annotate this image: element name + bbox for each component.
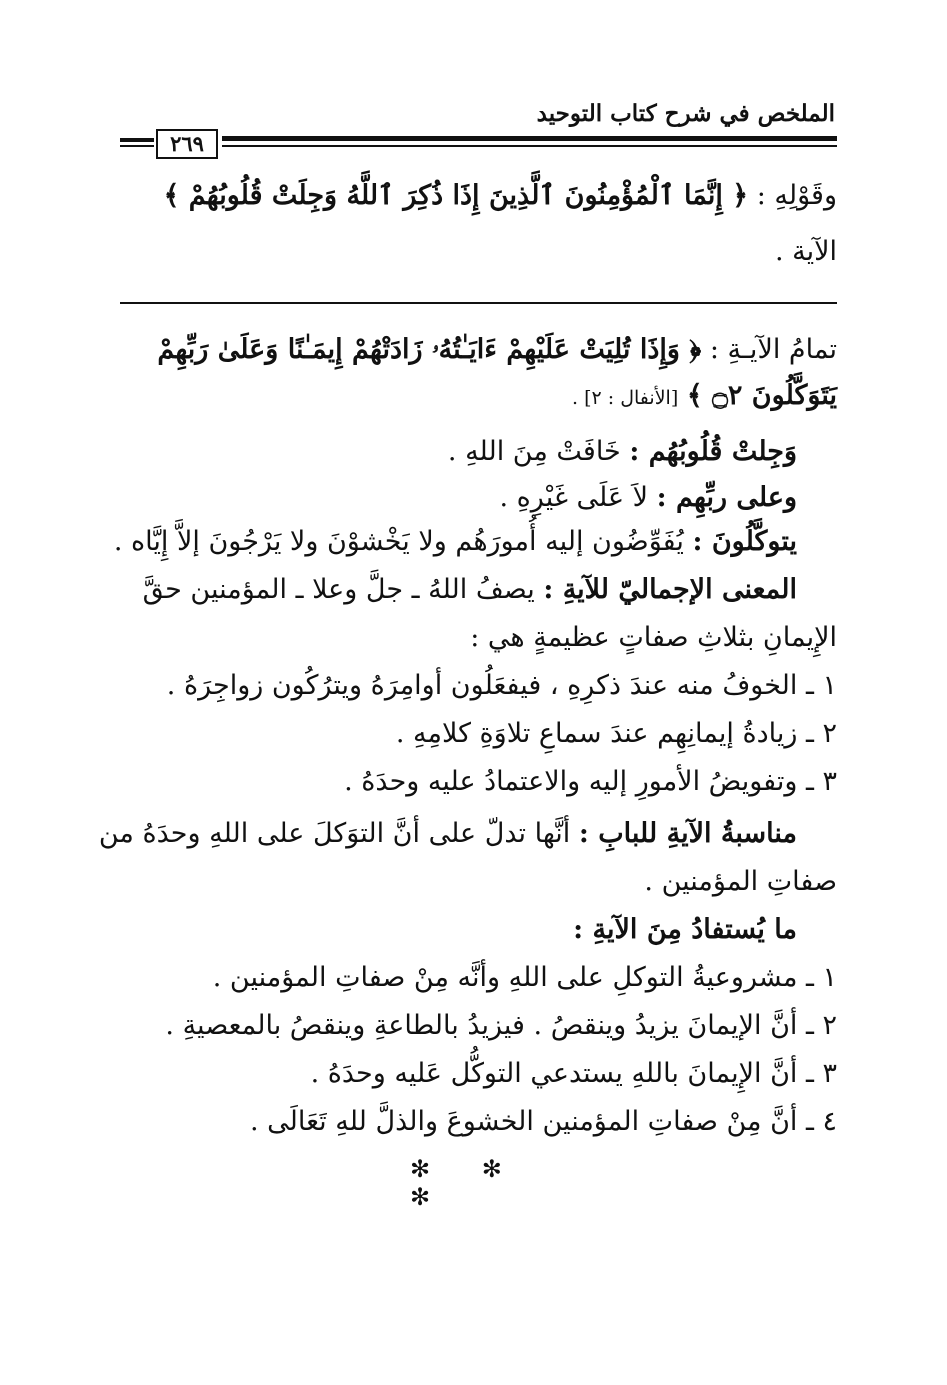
benefit-2: ٢ ـ أنَّ الإيمانَ يزيدُ وينقصُ . فيزيدُ بالطاعةِ وينقصُ بالمعصيةِ . bbox=[165, 1010, 837, 1041]
verse-text: ﴿ إِنَّمَا ٱلْمُؤْمِنُونَ ٱلَّذِينَ إِذَا ذُكِرَ ٱللَّهُ وَجِلَتْ قُلُوبُهُمْ ﴾ bbox=[163, 180, 749, 211]
point-2: ٢ ـ زيادةُ إيمانِهِم عندَ سماعِ تلاوَةِ كلامِهِ . bbox=[395, 718, 837, 749]
benefit-3: ٣ ـ أنَّ الإِيمانَ باللهِ يستدعي التوكُّل عَليه وحدَهُ . bbox=[310, 1058, 837, 1089]
gloss-2-def: لاَ عَلَى غَيْرِهِ . bbox=[499, 482, 649, 513]
tamam-label: تمامُ الآيـةِ : bbox=[709, 334, 837, 365]
general-meaning bbox=[143, 570, 797, 610]
point-3: ٣ ـ وتفويضُ الأمورِ إليه والاعتمادُ عليه وحدَهُ . bbox=[344, 766, 837, 797]
gloss-1 bbox=[448, 432, 797, 472]
section-separator: ✻ ✻ ✻ bbox=[410, 1155, 524, 1211]
benefits-heading: ما يُستفادُ مِنَ الآيةِ : bbox=[573, 914, 797, 945]
benefit-4: ٤ ـ أنَّ مِنْ صفاتِ المؤمنين الخشوعَ والذلَّ للهِ تَعَالَى . bbox=[250, 1106, 837, 1137]
main-verse-line bbox=[164, 176, 837, 216]
benefit-1: ١ ـ مشروعيةُ التوكلِ على اللهِ وأنَّه مِنْ صفاتِ المؤمنين . bbox=[212, 962, 837, 993]
header-rule-left-thin bbox=[120, 145, 154, 147]
header-rule-thick bbox=[222, 136, 837, 141]
relevance-label: مناسبةُ الآيةِ للبابِ : bbox=[578, 818, 797, 849]
tamam-ayah-2: يَتَوَكَّلُونَ ۝٢ ﴾ bbox=[686, 380, 837, 411]
gloss-2 bbox=[499, 478, 797, 518]
header-rule-thin bbox=[222, 145, 837, 147]
general-meaning-text: يصفُ اللهُ ـ جلَّ وعلا ـ المؤمنين حقَّ bbox=[142, 574, 535, 605]
running-header: الملخص في شرح كتاب التوحيد bbox=[536, 100, 835, 127]
general-meaning-label: المعنى الإجماليّ للآيةِ : bbox=[543, 574, 797, 605]
tamam-reference: [الأنفال : ٢] . bbox=[572, 387, 679, 409]
relevance-cont: صفاتِ المؤمنين . bbox=[644, 866, 837, 897]
relevance-text: أنَّها تدلّ على أنَّ التوَكلَ على اللهِ وحدَهُ من bbox=[98, 818, 571, 849]
gloss-1-def: خَافَتْ مِنَ اللهِ . bbox=[447, 436, 621, 467]
gloss-2-term: وعلى ربِّهِم : bbox=[656, 482, 797, 513]
tamam-ayah: ﴿ وَإِذَا تُلِيَتْ عَلَيْهِمْ ءَايَـٰتُهُۥ زَادَتْهُمْ إِيمَـٰنًا وَعَلَىٰ رَبِّهِمْ bbox=[157, 334, 702, 365]
gloss-1-term: وَجِلتْ قُلُوبُهُم : bbox=[629, 436, 797, 467]
general-meaning-cont: الإِيمانِ بثلاثِ صفاتٍ عظيمةٍ هي : bbox=[470, 622, 837, 653]
verse-intro: وقَوْلِهِ : bbox=[756, 180, 837, 211]
gloss-3-term: يتوكَّلُونَ : bbox=[692, 526, 797, 557]
footnote-divider bbox=[120, 302, 837, 304]
gloss-3-def: يُفَوِّضُون إليه أُمورَهُم ولا يَخْشوْنَ ولا يَرْجُونَ إلاَّ إِيَّاه . bbox=[113, 526, 684, 557]
gloss-3 bbox=[114, 522, 797, 562]
point-1: ١ ـ الخوفُ منه عندَ ذكرِهِ ، فيفعَلُون أوامِرَهُ ويترُكُون زواجِرَهُ . bbox=[166, 670, 837, 701]
tamam-line bbox=[157, 330, 837, 370]
tamam-line-2 bbox=[572, 376, 837, 418]
relevance bbox=[99, 814, 797, 854]
header-rule-left bbox=[120, 138, 154, 142]
verse-end: الآية . bbox=[774, 236, 837, 267]
page-number: ٢٦٩ bbox=[156, 129, 218, 159]
